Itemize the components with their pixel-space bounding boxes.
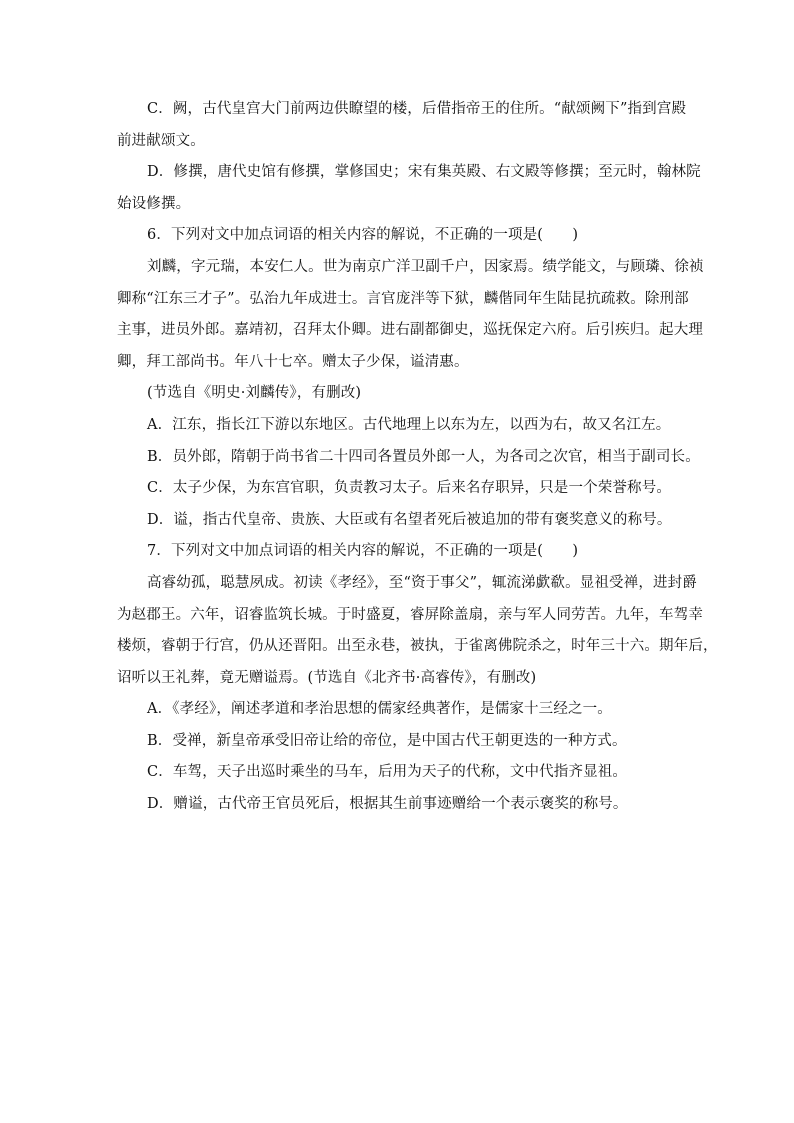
q6-option-a: A．江东，指长江下游以东地区。古代地理上以东为左，以西为右，故又名江左。 — [147, 416, 671, 433]
q7-option-d: D．赠谥，古代帝王官员死后，根据其生前事迹赠给一个表示褒奖的称号。 — [147, 796, 628, 813]
passage-gaorui-line-3: 楼烦，睿朝于行宫，仍从还晋阳。出至永巷，被执，于雀离佛院杀之，时年三十六。期年后， — [117, 638, 718, 655]
passage-liulin-line-3: 主事，进员外郎。嘉靖初，召拜太仆卿。进右副都御史，巡抚保定六府。后引疾归。起大理 — [117, 322, 703, 339]
question-7-stem: 7．下列对文中加点词语的相关内容的解说，不正确的一项是( ) — [147, 543, 579, 560]
passage-liulin-line-2: 卿称“江东三才子”。弘治九年成进士。言官庞泮等下狱，麟偕同年生陆昆抗疏救。除刑部 — [117, 290, 689, 307]
passage-gaorui-line-2: 为赵郡王。六年，诏睿监筑长城。于时盛夏，睿屏除盖扇，亲与军人同劳苦。九年，车驾幸 — [117, 606, 703, 623]
q7-option-a: A．《孝经》，阐述孝道和孝治思想的儒家经典著作，是儒家十三经之一。 — [147, 701, 612, 718]
option-c-que-line-2: 前进献颂文。 — [117, 132, 205, 149]
q7-option-c: C．车驾，天子出巡时乘坐的马车，后用为天子的代称，文中代指齐显祖。 — [147, 764, 628, 781]
option-d-xiuzhuan-line-2: 始设修撰。 — [117, 195, 191, 212]
q6-option-d: D．谥，指古代皇帝、贵族、大臣或有名望者死后被追加的带有褒奖意义的称号。 — [147, 511, 672, 528]
passage-gaorui-line-1: 高睿幼孤，聪慧夙成。初读《孝经》，至“资于事父”，辄流涕歔欷。显祖受禅，进封爵 — [147, 574, 697, 591]
passage-liulin-line-4: 卿，拜工部尚书。年八十七卒。赠太子少保，谥清惠。 — [117, 353, 469, 370]
q6-option-b: B．员外郎，隋朝于尚书省二十四司各置员外郎一人，为各司之次官，相当于副司长。 — [147, 448, 700, 465]
q6-option-c: C．太子少保，为东宫官职，负责教习太子。后来名存职异，只是一个荣誉称号。 — [147, 480, 671, 497]
question-6-stem: 6．下列对文中加点词语的相关内容的解说，不正确的一项是( ) — [147, 227, 579, 244]
document-page — [117, 94, 718, 821]
option-c-que-line-1: C．阙，古代皇宫大门前两边供瞭望的楼，后借指帝王的住所。“献颂阙下”指到宫殿 — [147, 101, 687, 117]
passage-gaorui-line-4: 诏听以王礼葬，竟无赠谥焉。(节选自《北齐书·高睿传》，有删改) — [117, 669, 537, 686]
passage-liulin-source: (节选自《明史·刘麟传》，有删改) — [147, 385, 362, 402]
passage-liulin-line-1: 刘麟，字元瑞，本安仁人。世为南京广洋卫副千户，因家焉。绩学能文，与顾璘、徐祯 — [147, 258, 704, 275]
option-d-xiuzhuan-line-1: D．修撰，唐代史馆有修撰，掌修国史；宋有集英殿、右文殿等修撰；至元时，翰林院 — [147, 164, 701, 181]
q7-option-b: B．受禅，新皇帝承受旧帝让给的帝位，是中国古代王朝更迭的一种方式。 — [147, 732, 627, 749]
